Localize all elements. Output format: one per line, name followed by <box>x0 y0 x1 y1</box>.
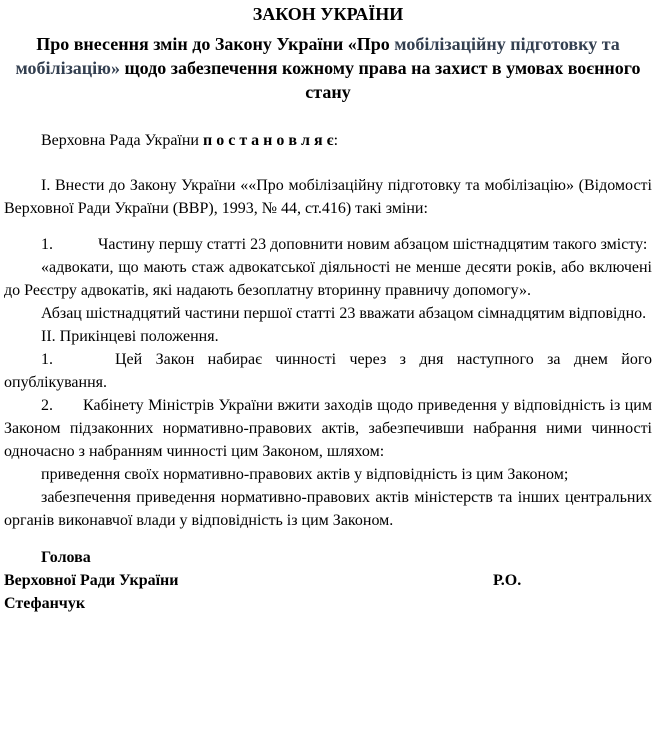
tab-spacer <box>53 409 83 410</box>
signature-position-text: Верховної Ради України <box>4 572 179 589</box>
subtitle-law-name-accent: мобілізаційну підготовку та мобілізацію» <box>15 34 620 78</box>
signer-surname: Стефанчук <box>4 595 86 612</box>
final2-text: Кабінету Міністрів України вжити заходів щодо приведення у відповідність із цим Законом підзаконних нормативно-правових актів, забезпечивши набрання ними чинності одночасно з набранням чинності цим Законом, шляхом: <box>4 397 652 460</box>
tab-spacer <box>53 248 98 249</box>
signature-position-line2 <box>4 569 652 592</box>
enacting-prefix: Верховна Рада України <box>41 132 203 149</box>
signature-position-line1: Голова <box>41 549 91 566</box>
paragraph-item1 <box>4 233 652 256</box>
enacting-emphasis: п о с т а н о в л я є <box>203 132 334 149</box>
signature-block <box>4 546 652 615</box>
enacting-clause <box>4 129 652 152</box>
paragraph-section1-intro: I. Внести до Закону України ««Про мобілізаційну підготовку та мобілізацію» (Відомості Верховної Ради України (ВВР), 1993, № 44, ст.416) такі зміни: <box>4 177 652 217</box>
item1-number: 1. <box>41 236 53 253</box>
paragraph-section2-heading: II. Прикінцеві положення. <box>41 328 219 345</box>
tab-spacer <box>53 363 115 364</box>
document-title: ЗАКОН УКРАЇНИ <box>252 4 404 24</box>
paragraph-final1 <box>4 348 652 394</box>
paragraph-renumber: Абзац шістнадцятий частини першої статті 23 вважати абзацом сімнадцятим відповідно. <box>41 305 647 322</box>
paragraph-bullet2: забезпечення приведення нормативно-правових актів міністерств та інших центральних органів виконавчої влади у відповідність із цим Законом. <box>4 489 652 529</box>
enacting-suffix: : <box>333 132 339 149</box>
subtitle-part1: Про внесення змін до Закону України «Про <box>36 34 395 54</box>
paragraph-quote: «адвокати, що мають стаж адвокатської діяльності не менше десяти років, або включені до Реєстру адвокатів, які надають безоплатну вторинну правничу допомогу». <box>4 259 652 299</box>
signer-initials: Р.О. <box>493 572 522 589</box>
paragraph-final2 <box>4 394 652 463</box>
item1-text: Частину першу статті 23 доповнити новим абзацом шістнадцятим такого змісту: <box>98 236 648 253</box>
final2-number: 2. <box>41 397 53 414</box>
final1-number: 1. <box>41 351 53 368</box>
final1-text: Цей Закон набирає чинності через з дня наступного за днем його опублікування. <box>4 351 652 391</box>
document-subtitle <box>4 32 652 104</box>
paragraph-bullet1: приведення своїх нормативно-правових актів у відповідність із цим Законом; <box>41 466 569 483</box>
subtitle-part3: щодо забезпечення кожному права на захист в умовах воєнного стану <box>119 58 641 102</box>
